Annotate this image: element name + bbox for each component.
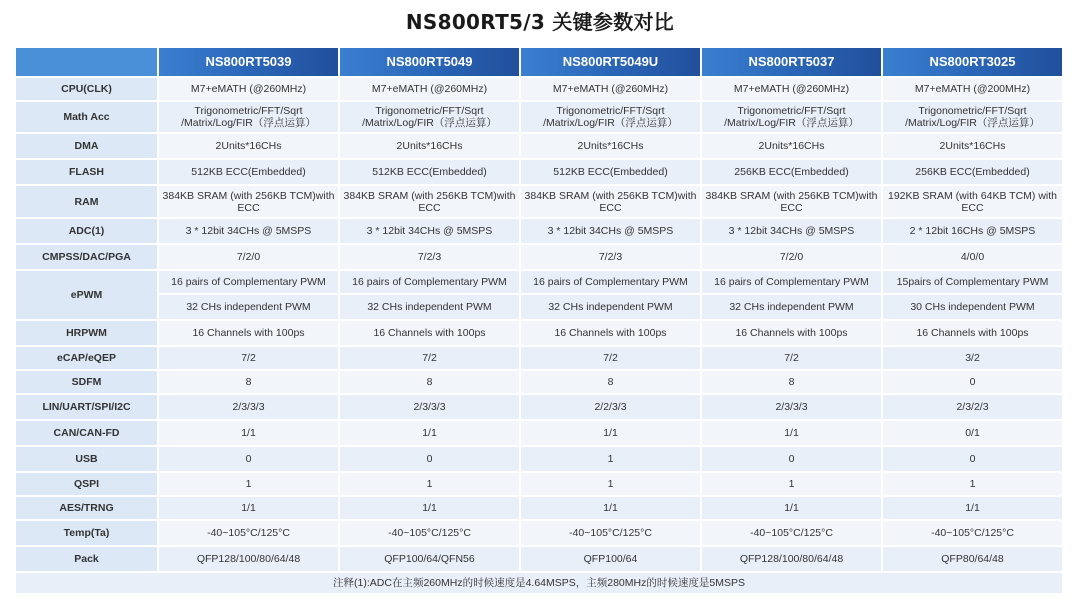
table-cell: 1 — [159, 473, 338, 495]
page-title: NS800RT5/3 关键参数对比 — [405, 10, 675, 34]
table-cell: 256KB ECC(Embedded) — [702, 160, 881, 184]
table-cell: 1/1 — [521, 421, 700, 445]
column-header: NS800RT5049U — [521, 48, 700, 76]
table-cell: 1/1 — [340, 497, 519, 519]
table-row — [16, 219, 1062, 243]
table-cell: 2 * 12bit 16CHs @ 5MSPS — [883, 219, 1062, 243]
table-cell: 1/1 — [883, 497, 1062, 519]
table-row-epwm-independent — [16, 295, 1062, 319]
row-label: eCAP/eQEP — [16, 347, 157, 369]
table-row — [16, 160, 1062, 184]
table-cell: 2/3/3/3 — [702, 395, 881, 419]
table-cell: 3/2 — [883, 347, 1062, 369]
row-label: DMA — [16, 134, 157, 158]
table-cell: 16 Channels with 100ps — [159, 321, 338, 345]
table-cell: 8 — [702, 371, 881, 393]
table-cell: 2/3/3/3 — [159, 395, 338, 419]
table-row — [16, 186, 1062, 217]
table-cell: 7/2 — [702, 347, 881, 369]
parameter-comparison-table — [14, 46, 1064, 595]
table-cell: 16 pairs of Complementary PWM — [340, 271, 519, 293]
table-cell: 2Units*16CHs — [702, 134, 881, 158]
row-label: Math Acc — [16, 102, 157, 132]
table-cell: 2/3/3/3 — [340, 395, 519, 419]
table-cell: 1 — [521, 473, 700, 495]
table-row — [16, 547, 1062, 571]
table-cell: 2Units*16CHs — [159, 134, 338, 158]
table-cell: M7+eMATH (@260MHz) — [702, 78, 881, 100]
table-row — [16, 102, 1062, 132]
table-cell: 3 * 12bit 34CHs @ 5MSPS — [521, 219, 700, 243]
table-cell: 8 — [159, 371, 338, 393]
table-cell: QFP128/100/80/64/48 — [159, 547, 338, 571]
table-cell: 384KB SRAM (with 256KB TCM)with ECC — [159, 186, 338, 217]
table-cell: 16 pairs of Complementary PWM — [702, 271, 881, 293]
table-row — [16, 447, 1062, 471]
row-label: CAN/CAN-FD — [16, 421, 157, 445]
footnote: 注释(1):ADC在主频260MHz的时候速度是4.64MSPS，主频280MHz的时候速度是5MSPS — [16, 573, 1062, 593]
table-cell: 512KB ECC(Embedded) — [521, 160, 700, 184]
table-cell: 0/1 — [883, 421, 1062, 445]
table-cell: 1 — [340, 473, 519, 495]
table-cell: Trigonometric/FFT/Sqrt /Matrix/Log/FIR（浮点运算） — [159, 102, 338, 132]
table-cell: 384KB SRAM (with 256KB TCM)with ECC — [702, 186, 881, 217]
table-row — [16, 473, 1062, 495]
table-row — [16, 421, 1062, 445]
table-cell: 2Units*16CHs — [521, 134, 700, 158]
column-header: NS800RT5049 — [340, 48, 519, 76]
table-row — [16, 497, 1062, 519]
row-label: RAM — [16, 186, 157, 217]
table-cell: 1 — [521, 447, 700, 471]
table-cell: M7+eMATH (@260MHz) — [340, 78, 519, 100]
row-label: AES/TRNG — [16, 497, 157, 519]
table-cell: 2Units*16CHs — [340, 134, 519, 158]
table-cell: 0 — [883, 371, 1062, 393]
table-cell: 512KB ECC(Embedded) — [159, 160, 338, 184]
table-row — [16, 321, 1062, 345]
table-row — [16, 371, 1062, 393]
row-label: USB — [16, 447, 157, 471]
table-cell: 1/1 — [702, 421, 881, 445]
table-row — [16, 78, 1062, 100]
table-cell: 0 — [702, 447, 881, 471]
table-cell: M7+eMATH (@260MHz) — [159, 78, 338, 100]
table-cell: QFP100/64 — [521, 547, 700, 571]
table-cell: 2/2/3/3 — [521, 395, 700, 419]
table-row — [16, 347, 1062, 369]
row-label: QSPI — [16, 473, 157, 495]
table-cell: 384KB SRAM (with 256KB TCM)with ECC — [340, 186, 519, 217]
table-row — [16, 245, 1062, 269]
row-label: ePWM — [16, 271, 157, 319]
table-cell: 3 * 12bit 34CHs @ 5MSPS — [159, 219, 338, 243]
table-cell: 16 Channels with 100ps — [883, 321, 1062, 345]
table-cell: 1/1 — [521, 497, 700, 519]
table-cell: Trigonometric/FFT/Sqrt /Matrix/Log/FIR（浮点运算） — [340, 102, 519, 132]
table-cell: 16 pairs of Complementary PWM — [159, 271, 338, 293]
table-cell: 32 CHs independent PWM — [159, 295, 338, 319]
table-cell: 512KB ECC(Embedded) — [340, 160, 519, 184]
table-cell: 7/2/0 — [159, 245, 338, 269]
table-cell: 1/1 — [702, 497, 881, 519]
table-cell: 16 pairs of Complementary PWM — [521, 271, 700, 293]
table-cell: 256KB ECC(Embedded) — [883, 160, 1062, 184]
row-label: ADC(1) — [16, 219, 157, 243]
table-row — [16, 395, 1062, 419]
table-cell: 32 CHs independent PWM — [521, 295, 700, 319]
table-cell: 32 CHs independent PWM — [340, 295, 519, 319]
table-cell: 3 * 12bit 34CHs @ 5MSPS — [340, 219, 519, 243]
table-cell: 7/2/3 — [521, 245, 700, 269]
table-cell: 384KB SRAM (with 256KB TCM)with ECC — [521, 186, 700, 217]
table-cell: 1/1 — [159, 421, 338, 445]
table-cell: 7/2 — [159, 347, 338, 369]
table-note-row — [16, 573, 1062, 593]
table-cell: 15pairs of Complementary PWM — [883, 271, 1062, 293]
table-cell: Trigonometric/FFT/Sqrt /Matrix/Log/FIR（浮点运算） — [702, 102, 881, 132]
table-cell: 0 — [340, 447, 519, 471]
table-cell: QFP128/100/80/64/48 — [702, 547, 881, 571]
table-cell: 1 — [702, 473, 881, 495]
header-corner — [16, 48, 157, 76]
table-cell: 16 Channels with 100ps — [702, 321, 881, 345]
table-cell: 2Units*16CHs — [883, 134, 1062, 158]
table-cell: 0 — [883, 447, 1062, 471]
table-header-row — [16, 48, 1062, 76]
row-label: SDFM — [16, 371, 157, 393]
column-header: NS800RT5039 — [159, 48, 338, 76]
table-cell: QFP100/64/QFN56 — [340, 547, 519, 571]
table-cell: 7/2/0 — [702, 245, 881, 269]
row-label: CPU(CLK) — [16, 78, 157, 100]
row-label: FLASH — [16, 160, 157, 184]
table-cell: QFP80/64/48 — [883, 547, 1062, 571]
table-cell: 16 Channels with 100ps — [521, 321, 700, 345]
table-cell: 3 * 12bit 34CHs @ 5MSPS — [702, 219, 881, 243]
table-cell: -40~105°C/125°C — [521, 521, 700, 545]
table-row — [16, 134, 1062, 158]
table-cell: 7/2/3 — [340, 245, 519, 269]
table-cell: 8 — [340, 371, 519, 393]
table-cell: -40~105°C/125°C — [340, 521, 519, 545]
table-cell: 16 Channels with 100ps — [340, 321, 519, 345]
column-header: NS800RT5037 — [702, 48, 881, 76]
row-label: Temp(Ta) — [16, 521, 157, 545]
table-cell: M7+eMATH (@260MHz) — [521, 78, 700, 100]
table-cell: 1 — [883, 473, 1062, 495]
table-cell: -40~105°C/125°C — [702, 521, 881, 545]
table-cell: Trigonometric/FFT/Sqrt /Matrix/Log/FIR（浮点运算） — [883, 102, 1062, 132]
table-cell: M7+eMATH (@200MHz) — [883, 78, 1062, 100]
table-cell: 1/1 — [340, 421, 519, 445]
table-cell: 7/2 — [521, 347, 700, 369]
table-cell: 32 CHs independent PWM — [702, 295, 881, 319]
table-row-epwm-pairs — [16, 271, 1062, 293]
table-cell: 30 CHs independent PWM — [883, 295, 1062, 319]
row-label: CMPSS/DAC/PGA — [16, 245, 157, 269]
table-cell: 2/3/2/3 — [883, 395, 1062, 419]
table-cell: 0 — [159, 447, 338, 471]
table-cell: 4/0/0 — [883, 245, 1062, 269]
table-cell: Trigonometric/FFT/Sqrt /Matrix/Log/FIR（浮点运算） — [521, 102, 700, 132]
table-cell: 7/2 — [340, 347, 519, 369]
table-cell: -40~105°C/125°C — [159, 521, 338, 545]
table-cell: 1/1 — [159, 497, 338, 519]
row-label: Pack — [16, 547, 157, 571]
table-cell: -40~105°C/125°C — [883, 521, 1062, 545]
column-header: NS800RT3025 — [883, 48, 1062, 76]
row-label: LIN/UART/SPI/I2C — [16, 395, 157, 419]
row-label: HRPWM — [16, 321, 157, 345]
table-cell: 192KB SRAM (with 64KB TCM) with ECC — [883, 186, 1062, 217]
table-cell: 8 — [521, 371, 700, 393]
table-row — [16, 521, 1062, 545]
